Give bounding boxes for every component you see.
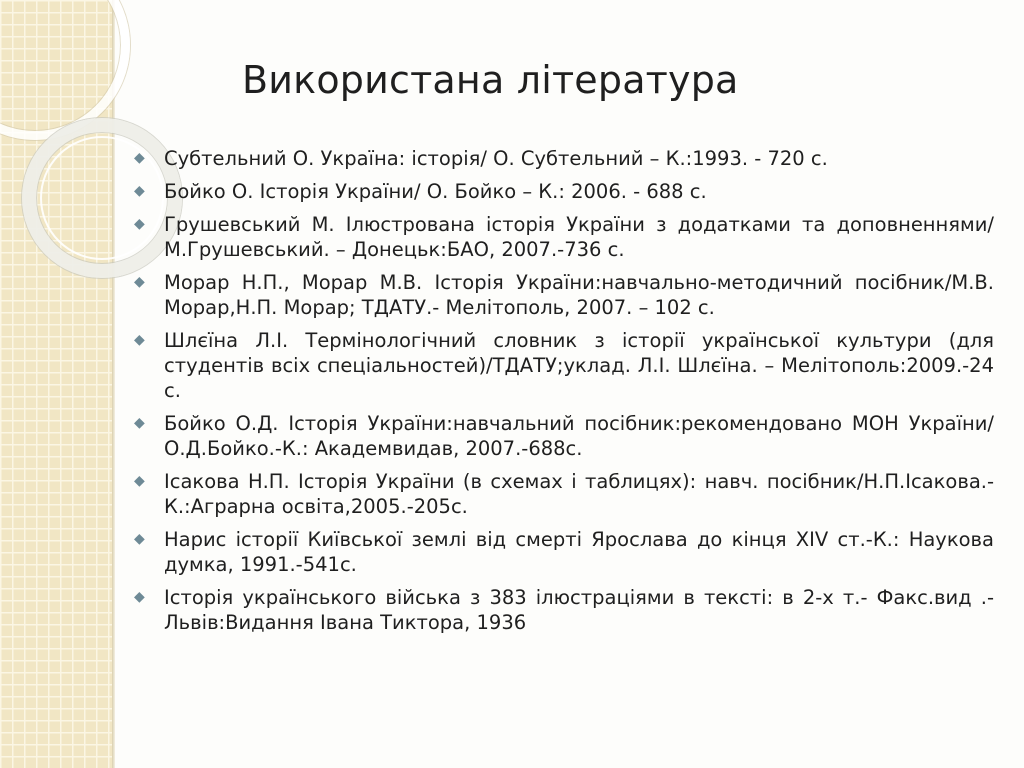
diamond-bullet-icon: ◆ — [134, 473, 145, 489]
reference-text: Ісакова Н.П. Історія України (в схемах і таблицях): навч. посібник/Н.П.Ісакова.-К.:Аграрна освіта,2005.-205с. — [164, 470, 994, 518]
reference-text: Грушевський М. Ілюстрована історія України з додатками та доповненнями/М.Грушевський. – Донецьк:БАО, 2007.-736 с. — [164, 213, 994, 261]
reference-item — [134, 585, 994, 635]
reference-item — [134, 270, 994, 320]
reference-item — [134, 146, 994, 171]
reference-item — [134, 212, 994, 262]
reference-text: Морар Н.П., Морар М.В. Історія України:навчально-методичний посібник/М.В. Морар,Н.П. Морар; ТДАТУ.- Мелітополь, 2007. – 102 с. — [164, 271, 994, 319]
reference-text: Бойко О.Д. Історія України:навчальний посібник:рекомендовано МОН України/О.Д.Бойко.-К.: Академвидав, 2007.-688с. — [164, 412, 994, 460]
diamond-bullet-icon: ◆ — [134, 531, 145, 547]
diamond-bullet-icon: ◆ — [134, 150, 145, 166]
references-list — [134, 146, 994, 643]
diamond-bullet-icon: ◆ — [134, 332, 145, 348]
reference-text: Субтельний О. Україна: історія/ О. Субтельний – К.:1993. - 720 с. — [164, 147, 828, 170]
reference-item — [134, 328, 994, 403]
reference-text: Нарис історії Київської землі від смерті Ярослава до кінця XIV ст.-К.: Наукова думка, 1991.-541с. — [164, 528, 994, 576]
reference-item — [134, 469, 994, 519]
reference-item — [134, 179, 994, 204]
reference-item — [134, 527, 994, 577]
diamond-bullet-icon: ◆ — [134, 274, 145, 290]
diamond-bullet-icon: ◆ — [134, 589, 145, 605]
reference-text: Шлєїна Л.І. Термінологічний словник з історії української культури (для студентів всіх спеціальностей)/ТДАТУ;уклад. Л.І. Шлєїна. – Мелітополь:2009.-24 с. — [164, 329, 994, 402]
diamond-bullet-icon: ◆ — [134, 183, 145, 199]
slide-title: Використана література — [242, 58, 739, 102]
diamond-bullet-icon: ◆ — [134, 415, 145, 431]
side-strip-edge — [112, 0, 115, 768]
diamond-bullet-icon: ◆ — [134, 216, 145, 232]
reference-text: Історія українського війська з 383 ілюстраціями в тексті: в 2-х т.- Факс.вид .- Львів:Видання Івана Тиктора, 1936 — [164, 586, 994, 634]
reference-text: Бойко О. Історія України/ О. Бойко – К.: 2006. - 688 с. — [164, 180, 707, 203]
reference-item — [134, 411, 994, 461]
